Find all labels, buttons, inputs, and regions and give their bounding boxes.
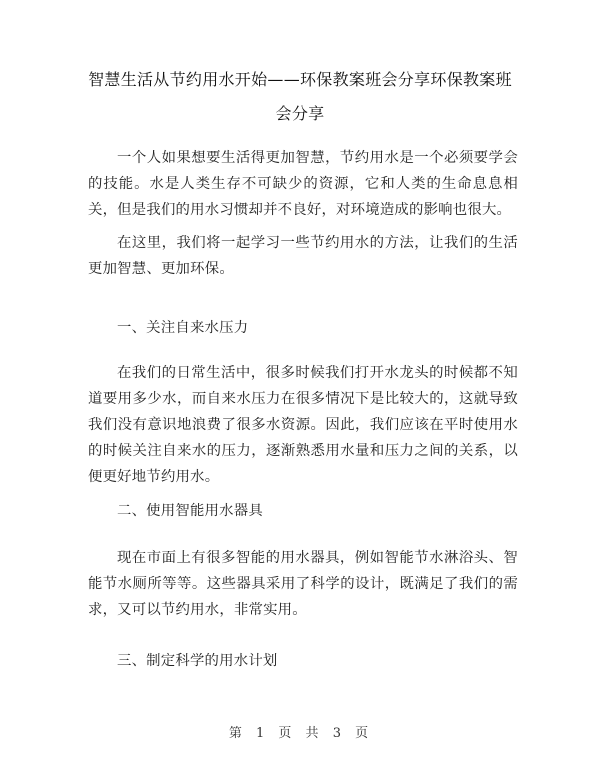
page-number: 第 1 页 共 3 页 <box>228 726 372 741</box>
paragraph-purpose: 在这里，我们将一起学习一些节约用水的方法，让我们的生活更加智慧、更加环保。 <box>88 235 518 277</box>
paragraph-section-1: 在我们的日常生活中，很多时候我们打开水龙头的时候都不知道要用多少水，而自来水压力在很多情况下是比较大的，这就导致我们没有意识地浪费了很多水资源。因此，我们应该在平时使用水的时候关注自来水的压力，逐渐熟悉用水量和压力之间的关系，以便更好地节约用水。 <box>88 365 518 485</box>
section-heading-2: 二、使用智能用水器具 <box>117 503 263 519</box>
paragraph-intro: 一个人如果想要生活得更加智慧，节约用水是一个必须要学会的技能。水是人类生存不可缺少的资源，它和人类的生命息息相关，但是我们的用水习惯却并不良好，对环境造成的影响也很大。 <box>88 150 518 218</box>
section-heading-3: 三、制定科学的用水计划 <box>117 653 278 669</box>
document-title: 智慧生活从节约用水开始——环保教案班会分享环保教案班会分享 <box>88 70 512 123</box>
paragraph-section-2: 现在市面上有很多智能的用水器具，例如智能节水淋浴头、智能节水厕所等等。这些器具采用了科学的设计，既满足了我们的需求，又可以节约用水，非常实用。 <box>88 550 518 618</box>
section-heading-1: 一、关注自来水压力 <box>117 320 249 336</box>
